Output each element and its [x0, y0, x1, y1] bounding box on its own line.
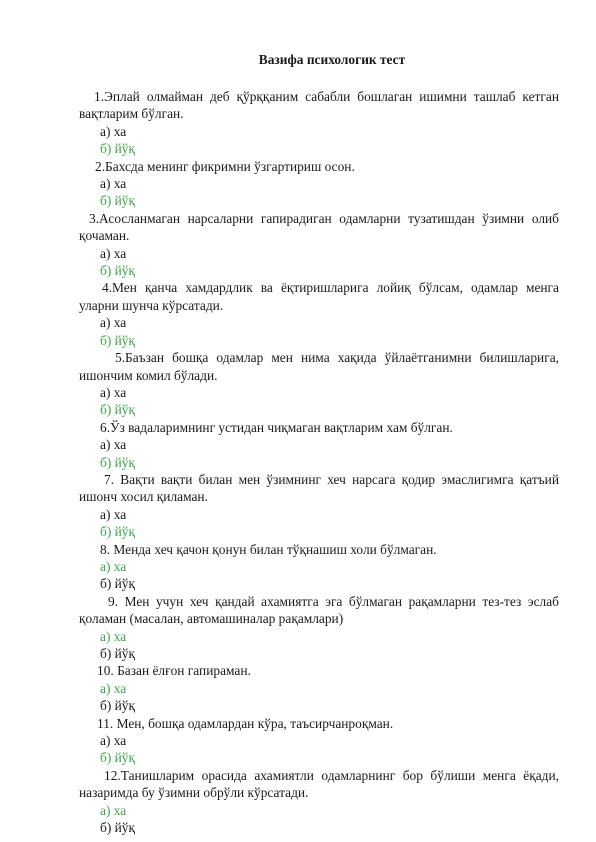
question-7: 7. Вақти вақти билан мен ўзимнинг хеч нарсага қодир эмаслигимга қатъий ишонч хосил қиламан. — [79, 471, 559, 505]
question-8: 8. Менда хеч қачон қонун билан тўқнашиш холи бўлмаган. — [100, 541, 437, 557]
question-3-option-b[interactable]: б) йўқ — [100, 263, 135, 279]
question-8-option-b[interactable]: б) йўқ — [100, 576, 135, 592]
document-title: Вазифа психологик тест — [258, 52, 406, 67]
question-1-option-a[interactable]: а) ха — [100, 123, 127, 139]
question-1-option-b[interactable]: б) йўқ — [100, 141, 135, 157]
question-10-option-a[interactable]: а) ха — [100, 680, 127, 696]
question-9: 9. Мен учун хеч қандай ахамиятга эга бўлмаган рақамларни тез-тез эслаб қоламан (масалан, автомашиналар рақамлари) — [79, 593, 559, 627]
question-3-option-a[interactable]: а) ха — [100, 245, 127, 261]
question-6-option-a[interactable]: а) ха — [100, 437, 127, 453]
question-9-option-a[interactable]: а) ха — [100, 628, 127, 644]
question-2: 2.Бахсда менинг фикримни ўзгартириш осон. — [95, 158, 355, 174]
question-11-option-a[interactable]: а) ха — [100, 733, 127, 749]
question-6: 6.Ўз вадаларимнинг устидан чиқмаган вақтларим хам бўлган. — [100, 419, 453, 435]
question-12-option-a[interactable]: а) ха — [100, 802, 127, 818]
question-4-option-b[interactable]: б) йўқ — [100, 332, 135, 348]
question-2-option-a[interactable]: а) ха — [100, 176, 127, 192]
question-10: 10. Базан ёлғон гапираман. — [97, 663, 251, 679]
question-1: 1.Эплай олмайман деб қўрққаним сабабли бошлаган ишимни ташлаб кетган вақтларим бўлган. — [79, 89, 559, 122]
question-10-option-b[interactable]: б) йўқ — [100, 698, 135, 714]
question-7-option-b[interactable]: б) йўқ — [100, 524, 135, 540]
question-6-option-b[interactable]: б) йўқ — [100, 454, 135, 470]
question-12-option-b[interactable]: б) йўқ — [100, 820, 135, 836]
question-4: 4.Мен қанча хамдардлик ва ёқтиришларига лойиқ бўлсам, одамлар менга уларни шунча кўрсатади. — [79, 280, 559, 313]
question-3: 3.Асосланмаган нарсаларни гапирадиган одамларни тузатишдан ўзимни олиб қочаман. — [79, 210, 559, 244]
question-11: 11. Мен, бошқа одамлардан кўра, таъсирчанроқман. — [97, 715, 394, 731]
question-11-option-b[interactable]: б) йўқ — [100, 750, 135, 766]
question-12: 12.Танишларим орасида ахамиятли одамларнинг бор бўлиши менга ёқади, назаримда бу ўзимни обрўли кўрсатади. — [79, 767, 559, 801]
question-8-option-a[interactable]: а) ха — [100, 558, 127, 574]
question-5-option-a[interactable]: а) ха — [100, 384, 127, 400]
question-2-option-b[interactable]: б) йўқ — [100, 193, 135, 209]
question-9-option-b[interactable]: б) йўқ — [100, 646, 135, 661]
question-7-option-a[interactable]: а) ха — [100, 506, 127, 522]
question-5: 5.Баъзан бошқа одамлар мен нима хақида ўйлаётганимни билишларига, ишончим комил бўлади. — [79, 350, 559, 383]
question-4-option-a[interactable]: а) ха — [100, 315, 127, 331]
question-5-option-b[interactable]: б) йўқ — [100, 402, 135, 418]
